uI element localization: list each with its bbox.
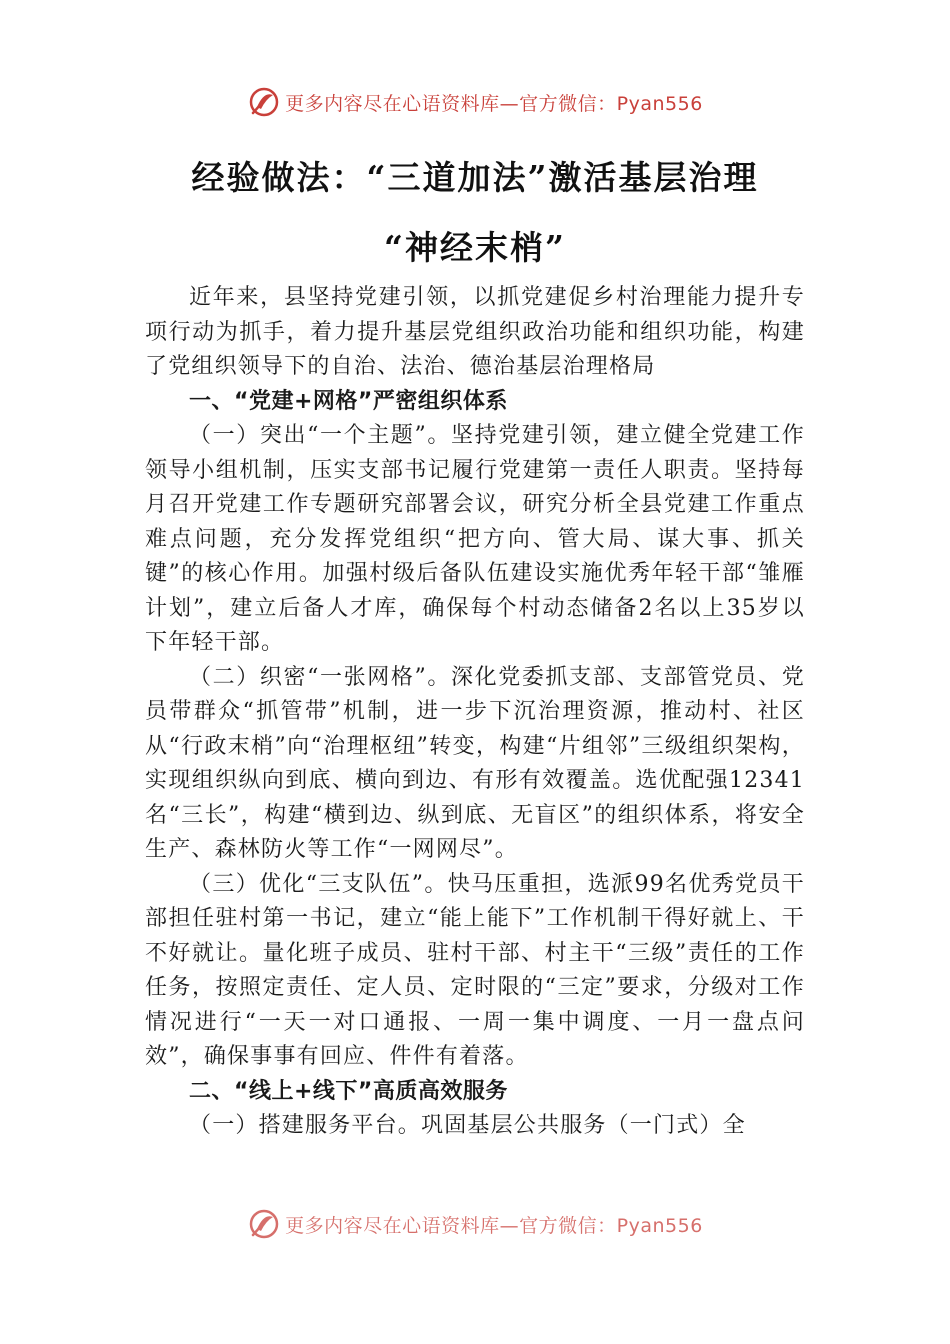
watermark-text: 更多内容尽在心语资料库—官方微信：Pyan556 (285, 1214, 703, 1237)
intro-paragraph: 近年来，县坚持党建引领，以抓党建促乡村治理能力提升专项行动为抓手，着力提升基层党组织政治功能和组织功能，构建了党组织领导下的自治、法治、德治基层治理格局 (145, 285, 805, 379)
section1-paragraph-3: （三）优化“三支队伍”。快马压重担，选派99名优秀党员干部担任驻村第一书记，建立“能上能下”工作机制干得好就上、干不好就让。量化班子成员、驻村干部、村主干“三级”责任的工作任务，按照定责任、定人员、定时限的“三定”要求，分级对工作情况进行“一天一对口通报、一周一集中调度、一月一盘点问效”，确保事事有回应、件件有着落。 (145, 871, 805, 1069)
brand-logo-icon (247, 85, 281, 119)
watermark-text: 更多内容尽在心语资料库—官方微信：Pyan556 (285, 92, 703, 115)
section2-paragraph-1: （一）搭建服务平台。巩固基层公共服务（一门式）全 (189, 1113, 746, 1138)
section-heading-2: 二、“线上+线下”高质高效服务 (189, 1078, 508, 1104)
document-title-line2: “神经末梢” (384, 228, 566, 267)
watermark-header (0, 84, 950, 120)
document-title-line1: 经验做法：“三道加法”激活基层治理 (191, 158, 759, 197)
section1-paragraph-1: （一）突出“一个主题”。坚持党建引领，建立健全党建工作领导小组机制，压实支部书记履行党建第一责任人职责。坚持每月召开党建工作专题研究部署会议，研究分析全县党建工作重点难点问题，充分发挥党组织“把方向、管大局、谋大事、抓关键”的核心作用。加强村级后备队伍建设实施优秀年轻干部“雏雁计划”，建立后备人才库，确保每个村动态储备2名以上35岁以下年轻干部。 (145, 423, 805, 655)
watermark-footer (0, 1206, 950, 1242)
document-body (145, 281, 805, 1144)
section-heading-1: 一、“党建+网格”严密组织体系 (189, 388, 508, 414)
section1-paragraph-2: （二）织密“一张网格”。深化党委抓支部、支部管党员、党员带群众“抓管带”机制，进一步下沉治理资源，推动村、社区从“行政末梢”向“治理枢纽”转变，构建“片组邻”三级组织架构，实现组织纵向到底、横向到边、有形有效覆盖。选优配强12341名“三长”，构建“横到边、纵到底、无盲区”的组织体系，将安全生产、森林防火等工作“一网网尽”。 (145, 664, 805, 862)
brand-logo-icon (247, 1207, 281, 1241)
